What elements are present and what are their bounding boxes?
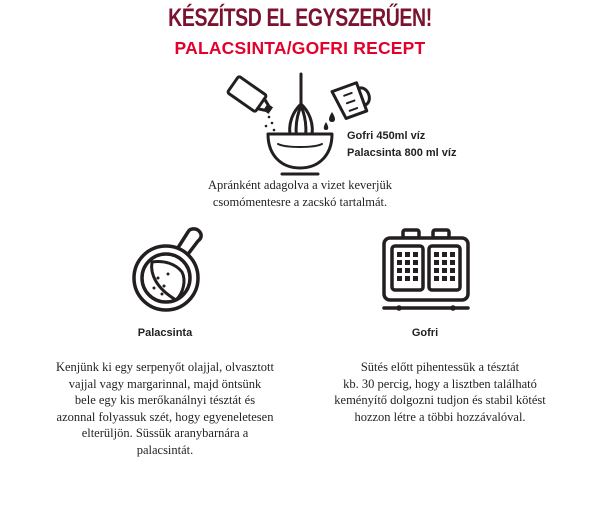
page-subtitle: PALACSINTA/GOFRI RECEPT (174, 38, 426, 58)
palacsinta-water-label: Palacsinta 800 ml víz (347, 147, 457, 159)
gofri-water-label: Gofri 450ml víz (347, 130, 426, 142)
mixing-line-1: Apránként adagolva a vizet keverjük (208, 178, 392, 192)
waffle-maker-icon (381, 228, 471, 316)
palacsinta-line-4: azonnal folyassuk szét, hogy egyeneletesen (56, 409, 274, 424)
page-title: KÉSZÍTSD EL EGYSZERŰEN! (168, 4, 432, 32)
palacsinta-line-6: palacsintát. (136, 442, 194, 457)
palacsinta-caption: Palacsinta (137, 327, 193, 339)
gofri-line-3: keményítő dolgozni tudjon és stabil kötést (334, 393, 546, 407)
gofri-caption: Gofri (411, 327, 439, 339)
palacsinta-line-5: elterüljön. Süssük aranybarnára a (81, 426, 249, 440)
mixing-instructions (150, 177, 450, 210)
palacsinta-line-3: bele egy kis merőkanálnyi tésztát és (74, 393, 256, 407)
mixing-line-2: csomómentesre a zacskó tartalmát. (212, 194, 388, 209)
mixing-bowl-icon (222, 72, 377, 177)
gofri-line-1: Sütés előtt pihentessük a tésztát (360, 360, 520, 374)
gofri-instructions (315, 359, 565, 425)
palacsinta-line-1: Kenjünk ki egy serpenyőt olajjal, olvasztott (55, 360, 274, 374)
gofri-line-4: hozzon létre a többi hozzávalóval. (354, 409, 526, 424)
palacsinta-instructions (30, 359, 300, 458)
palacsinta-line-2: vajjal vagy margarinnal, majd öntsünk (68, 376, 262, 391)
gofri-line-2: kb. 30 percig, hogy a lisztben található (343, 376, 537, 391)
frying-pan-icon (130, 222, 210, 314)
